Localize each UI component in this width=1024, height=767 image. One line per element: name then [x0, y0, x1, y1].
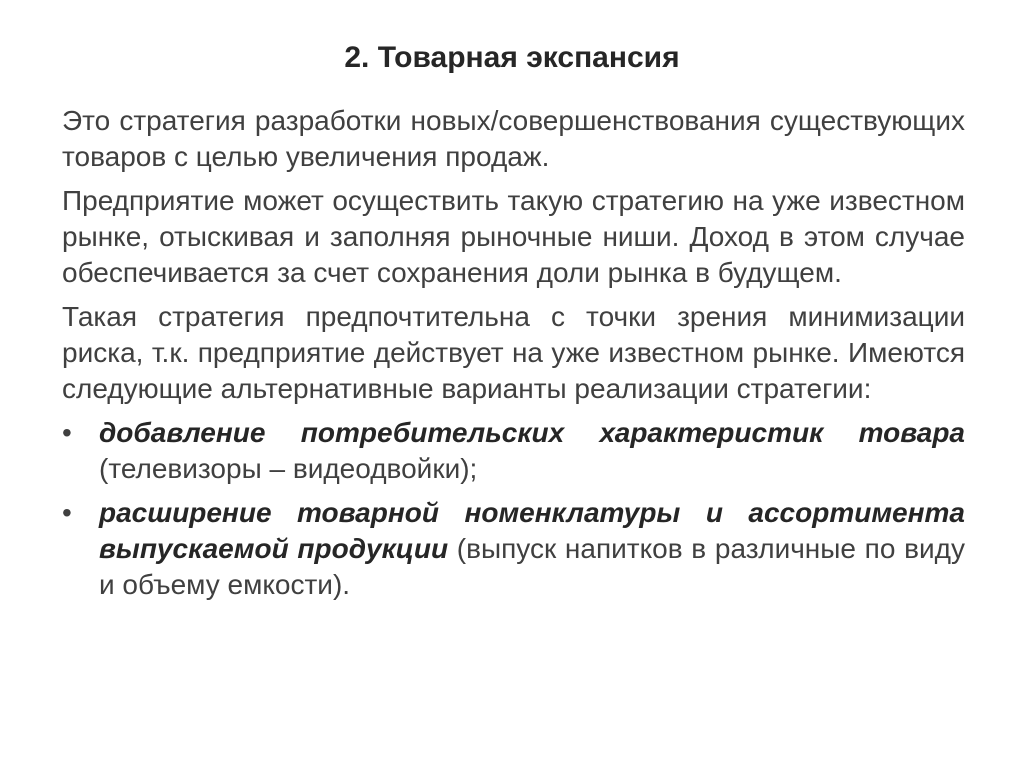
- bullet-dot-icon: •: [62, 497, 72, 528]
- bullet-text: (телевизоры – видеодвойки);: [99, 453, 478, 484]
- slide-body: [62, 103, 965, 611]
- paragraph-risk: Такая стратегия предпочтительна с точки зрения минимизации риска, т.к. предприятие действует на уже известном рынке. Имеются следующие альтернативные варианты реализации стратегии:: [62, 301, 965, 404]
- paragraph-market-niches: Предприятие может осуществить такую стратегию на уже известном рынке, отыскивая и заполняя рыночные ниши. Доход в этом случае обеспечивается за счет сохранения доли рынка в будущем.: [62, 185, 965, 288]
- alternatives-list: [62, 415, 965, 603]
- list-item: [62, 415, 965, 487]
- bullet-dot-icon: •: [62, 417, 72, 448]
- paragraph-definition: Это стратегия разработки новых/совершенствования существующих товаров с целью увеличения продаж.: [62, 105, 965, 172]
- bullet-text: (выпуск напитков в различные по виду и объему емкости).: [99, 533, 965, 600]
- bullet-emphasis: добавление потребительских характеристик товара: [99, 417, 965, 448]
- list-item: [62, 495, 965, 603]
- slide-title: 2. Товарная экспансия: [344, 41, 680, 74]
- bullet-emphasis: расширение товарной номенклатуры и ассортимента выпускаемой продукции: [99, 497, 965, 564]
